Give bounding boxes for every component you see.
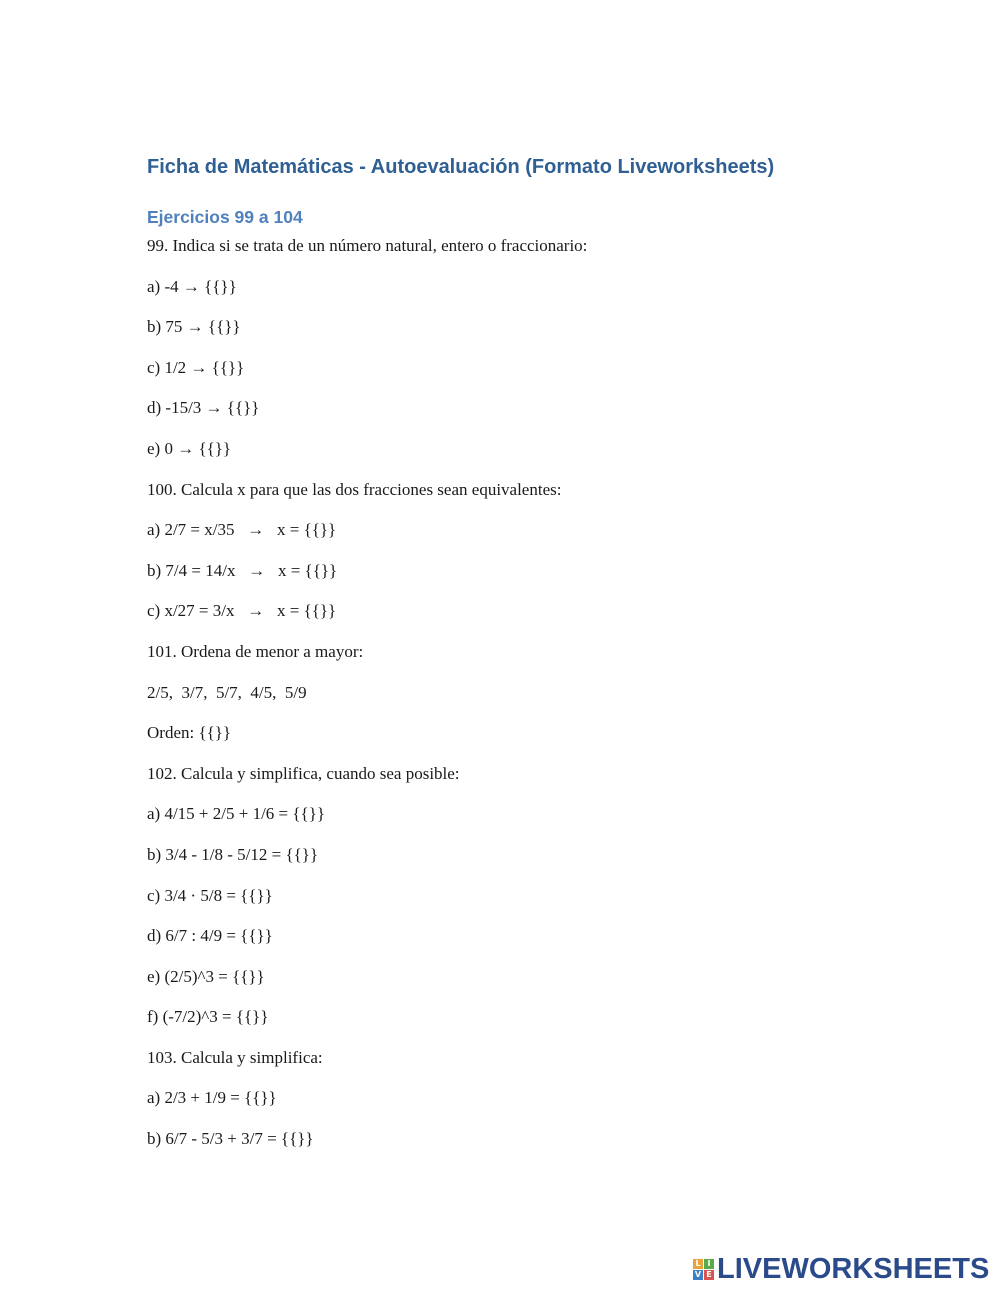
exercise-line: 102. Calcula y simplifica, cuando sea posible: [147, 763, 460, 783]
exercise-line: f) (-7/2)^3 = {{}} [147, 1007, 269, 1027]
logo-block: I [704, 1259, 714, 1269]
logo-icon [693, 1259, 714, 1280]
exercise-line: c) x/27 = 3/x → x = {{}} [147, 601, 337, 621]
exercise-line: a) 2/3 + 1/9 = {{}} [147, 1088, 277, 1108]
exercise-line: e) 0 → {{}} [147, 438, 232, 458]
exercise-line: c) 3/4 · 5/8 = {{}} [147, 885, 273, 905]
exercise-line: Orden: {{}} [147, 723, 232, 743]
page-title: Ficha de Matemáticas - Autoevaluación (Formato Liveworksheets) [147, 156, 775, 178]
exercise-line: 101. Ordena de menor a mayor: [147, 641, 364, 661]
section-heading: Ejercicios 99 a 104 [147, 207, 303, 227]
logo-wordmark: LIVEWORKSHEETS [717, 1253, 990, 1285]
exercise-line: e) (2/5)^3 = {{}} [147, 966, 265, 986]
exercise-line: c) 1/2 → {{}} [147, 357, 245, 377]
exercise-line: a) 4/15 + 2/5 + 1/6 = {{}} [147, 804, 326, 824]
logo-block: E [704, 1270, 714, 1280]
exercise-line: 2/5, 3/7, 5/7, 4/5, 5/9 [147, 682, 307, 702]
exercise-line: d) -15/3 → {{}} [147, 398, 260, 418]
exercise-line: a) -4 → {{}} [147, 276, 237, 296]
exercise-line: 99. Indica si se trata de un número natural, entero o fraccionario: [147, 236, 588, 255]
exercise-line: b) 6/7 - 5/3 + 3/7 = {{}} [147, 1129, 314, 1149]
logo-block: L [693, 1259, 703, 1269]
exercise-line: d) 6/7 : 4/9 = {{}} [147, 926, 273, 946]
exercise-line: 100. Calcula x para que las dos fracciones sean equivalentes: [147, 479, 562, 499]
exercise-line: b) 75 → {{}} [147, 317, 241, 337]
exercise-line: b) 3/4 - 1/8 - 5/12 = {{}} [147, 844, 319, 864]
liveworksheets-logo [693, 1254, 989, 1284]
logo-block: V [694, 1269, 702, 1279]
exercise-line: 103. Calcula y simplifica: [147, 1047, 323, 1067]
exercise-line: b) 7/4 = 14/x → x = {{}} [147, 560, 338, 580]
exercise-list [147, 234, 947, 1168]
exercise-line: a) 2/7 = x/35 → x = {{}} [147, 520, 337, 540]
